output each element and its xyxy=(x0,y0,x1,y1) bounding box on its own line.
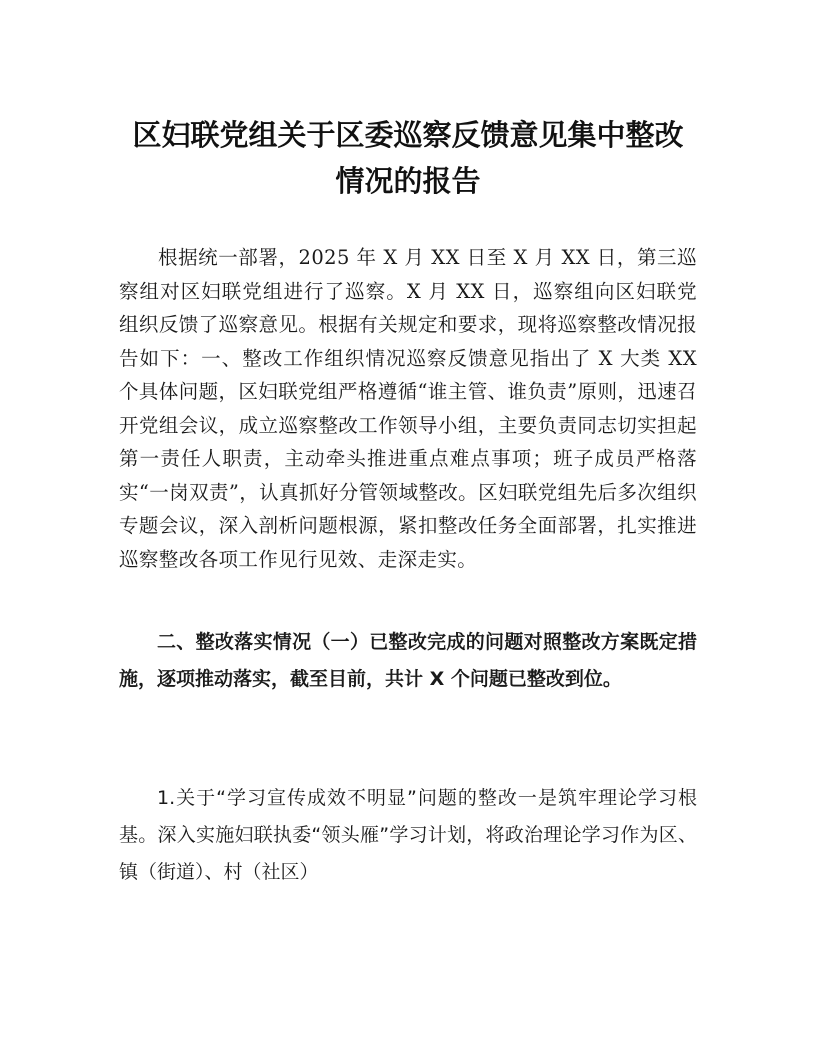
title-line-2: 情况的报告 xyxy=(335,164,481,198)
paragraph-section-two: 二、整改落实情况（一）已整改完成的问题对照整改方案既定措施，逐项推动落实，截至目前，共计 X 个问题已整改到位。 xyxy=(119,631,697,690)
paragraph-item-one: 1.关于“学习宣传成效不明显”问题的整改一是筑牢理论学习根基。深入实施妇联执委“领头雁”学习计划，将政治理论学习作为区、镇（街道）、村（社区） xyxy=(119,787,697,883)
paragraph-intro: 根据统一部署，2025 年 X 月 XX 日至 X 月 XX 日，第三巡察组对区妇联党组进行了巡察。X 月 XX 日，巡察组向区妇联党组织反馈了巡察意见。根据有关规定和要求，现将巡察整改情况报告如下：一、整改工作组织情况巡察反馈意见指出了 X 大类 XX 个具体问题，区妇联党组严格遵循“谁主管、谁负责”原则，迅速召开党组会议，成立巡察整改工作领导小组，主要负责同志切实担起第一责任人职责，主动牵头推进重点难点事项；班子成员严格落实“一岗双责”，认真抓好分管领域整改。区妇联党组先后多次组织专题会议，深入剖析问题根源，紧扣整改任务全面部署，扎实推进巡察整改各项工作见行见效、走深走实。 xyxy=(119,246,697,571)
document-title xyxy=(100,112,716,204)
title-line-1: 区妇联党组关于区委巡察反馈意见集中整改 xyxy=(132,118,684,152)
